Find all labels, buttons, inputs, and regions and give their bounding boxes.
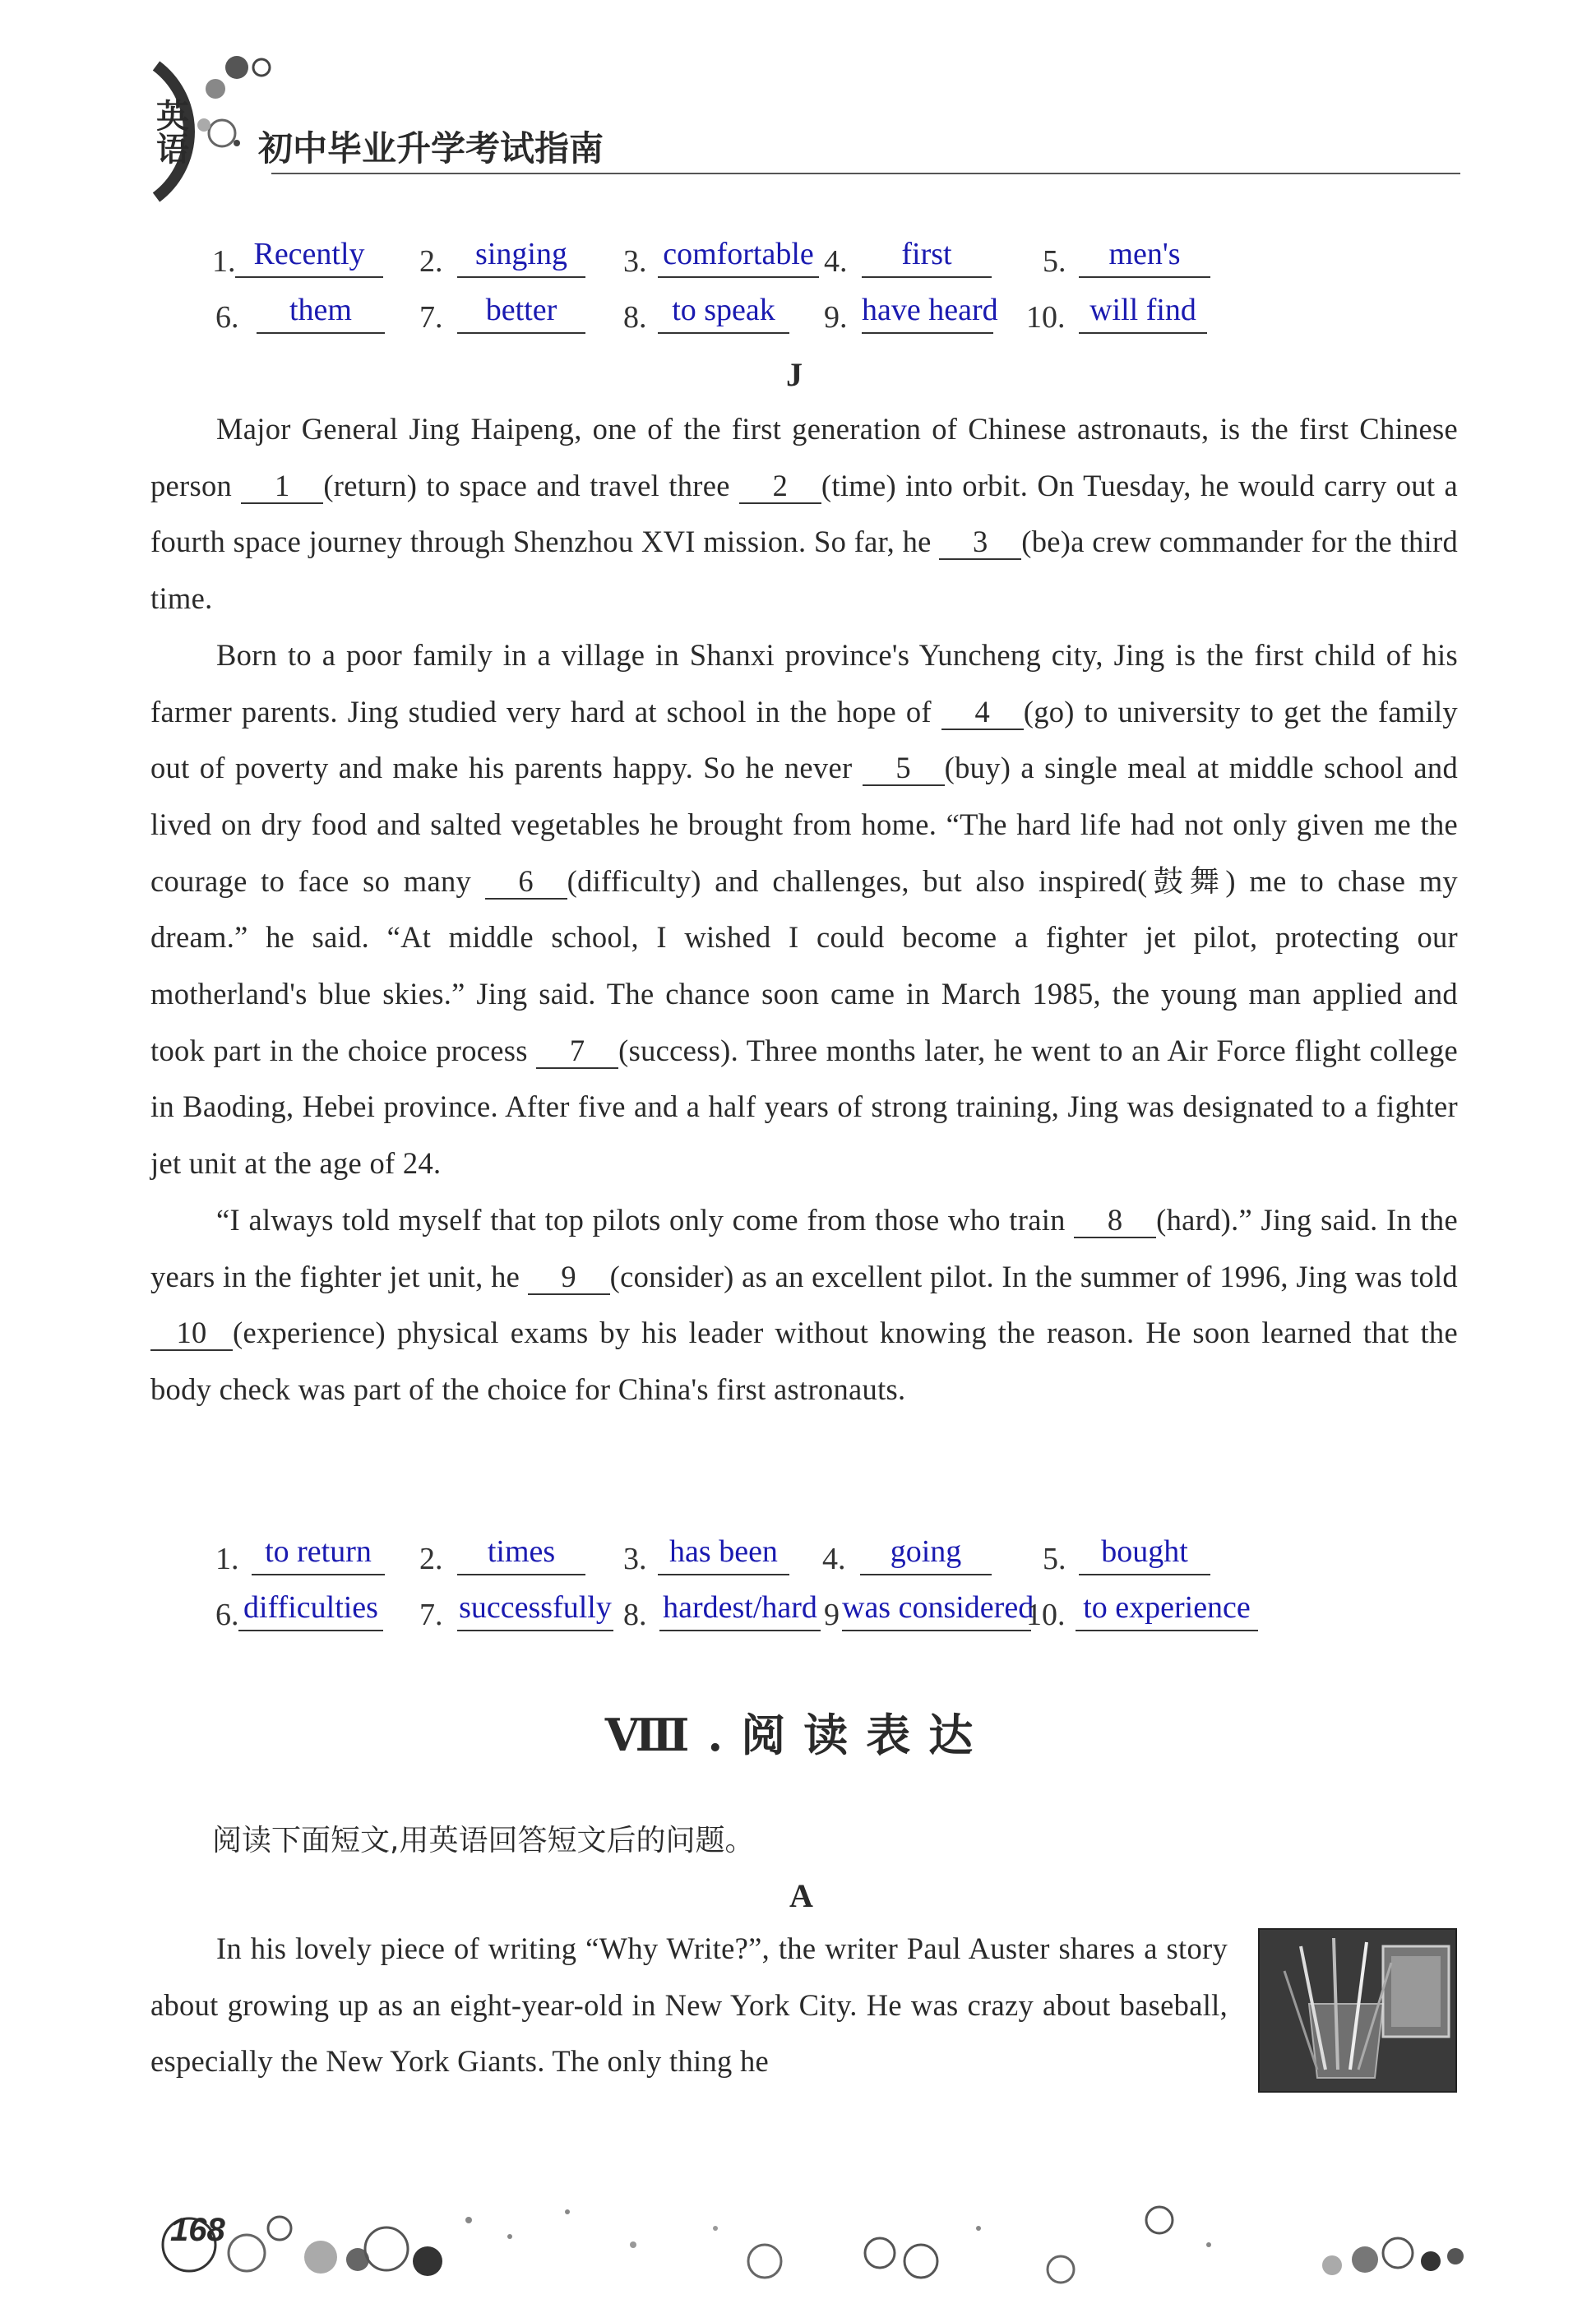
answer-row-4: 6. difficulties 7. successfully 8. hardest/hard 9 was considered 10. to experience [148,1585,1464,1636]
answer-blank: to speak [658,288,789,334]
answer-blank: was considered [842,1585,1031,1631]
answer-row-3: 1. to return 2. times 3. has been 4. going 5. bought [148,1529,1464,1580]
answer-row-1: 1. Recently 2. singing 3. comfortable 4. first 5. men's [148,232,1464,283]
subject-label: 英语 [156,98,191,168]
pens-photo [1258,1928,1457,2093]
paragraph: Major General Jing Haipeng, one of the first generation of Chinese astronauts, is the first Chinese person 1 (return) to space and travel three 2 (time) into orbit. On Tuesday, he would carry out a fourth space journey through Shenzhou XVI mission. So far, he 3 (be)a crew commander for the third time. [150,412,1458,616]
footer-decoration [140,2171,1472,2311]
answer-blank: times [457,1529,585,1575]
gap-8: 8 [1074,1204,1156,1238]
answer-blank: Recently [235,232,383,278]
answer-blank: will find [1079,288,1207,334]
gap-1: 1 [241,470,323,504]
answer-blank: better [457,288,585,334]
instruction-text: 阅读下面短文,用英语回答短文后的问题。 [212,1824,755,1857]
section-title: Ⅷ.阅读表达 [604,1709,992,1761]
book-title: 初中毕业升学考试指南 [258,128,604,169]
gap-6: 6 [485,865,567,900]
header-dot [234,140,240,146]
answer-blank: to return [252,1529,385,1575]
paragraph: Born to a poor family in a village in Shanxi province's Yuncheng city, Jing is the first child of his farmer parents. Jing studied very hard at school in the hope of 4 (go) to university to get the family out of poverty and make his parents happy. So he never 5 (buy) a single meal at middle school and lived on dry food and salted vegetables he brought from home. “The hard life had not only given me the courage to face so many 6 (difficulty) and challenges, but also inspired(鼓舞) me to chase my dream.” he said. “At middle school, I wished I could become a fighter jet pilot, protecting our motherland's blue skies.” Jing said. The chance soon came in March 1985, the young man applied and took part in the choice process 7 (success). Three months later, he went to an Air Force flight college in Baoding, Hebei province. After five and a half years of strong training, Jing was designated to a fighter jet unit at the age of 24. [150,637,1458,1181]
gap-2: 2 [739,470,821,504]
answer-blank: them [257,288,385,334]
passage-a [150,1921,1228,2090]
answer-blank: bought [1079,1529,1210,1575]
gap-5: 5 [863,752,945,786]
answer-blank: comfortable [658,232,819,278]
answer-blank: to experience [1076,1585,1258,1631]
section-letter-j: J [786,356,803,393]
page-number: 168 [170,2212,225,2248]
answer-blank: hardest/hard [659,1585,821,1631]
paragraph: In his lovely piece of writing “Why Write?”, the writer Paul Auster shares a story about growing up as an eight-year-old in New York City. He was crazy about baseball, especially the New York Giants. The only thing he [150,1931,1228,2079]
answer-blank: men's [1079,232,1210,278]
answer-blank: singing [457,232,585,278]
answer-row-2: 6. them 7. better 8. to speak 9. have heard 10. will find [148,288,1464,339]
paragraph: “I always told myself that top pilots only come from those who train 8 (hard).” Jing said. In the years in the fighter jet unit, he 9 (consider) as an excellent pilot. In the summer of 1996, Jing was told 10 (experience) physical exams by his leader without knowing the reason. He soon learned that the body check was part of the choice for China's first astronauts. [150,1202,1458,1406]
answer-blank: successfully [457,1585,613,1631]
header-rule [271,173,1460,174]
gap-10: 10 [150,1316,233,1351]
section-letter-a: A [789,1877,813,1914]
gap-4: 4 [941,696,1024,730]
passage-j [150,401,1458,1418]
gap-9: 9 [528,1261,610,1295]
answer-blank: has been [658,1529,789,1575]
answer-blank: going [860,1529,992,1575]
answer-blank: difficulties [238,1585,383,1631]
answer-blank: first [862,232,992,278]
gap-3: 3 [939,525,1021,560]
gap-7: 7 [536,1034,618,1069]
answer-blank: have heard [862,288,993,334]
